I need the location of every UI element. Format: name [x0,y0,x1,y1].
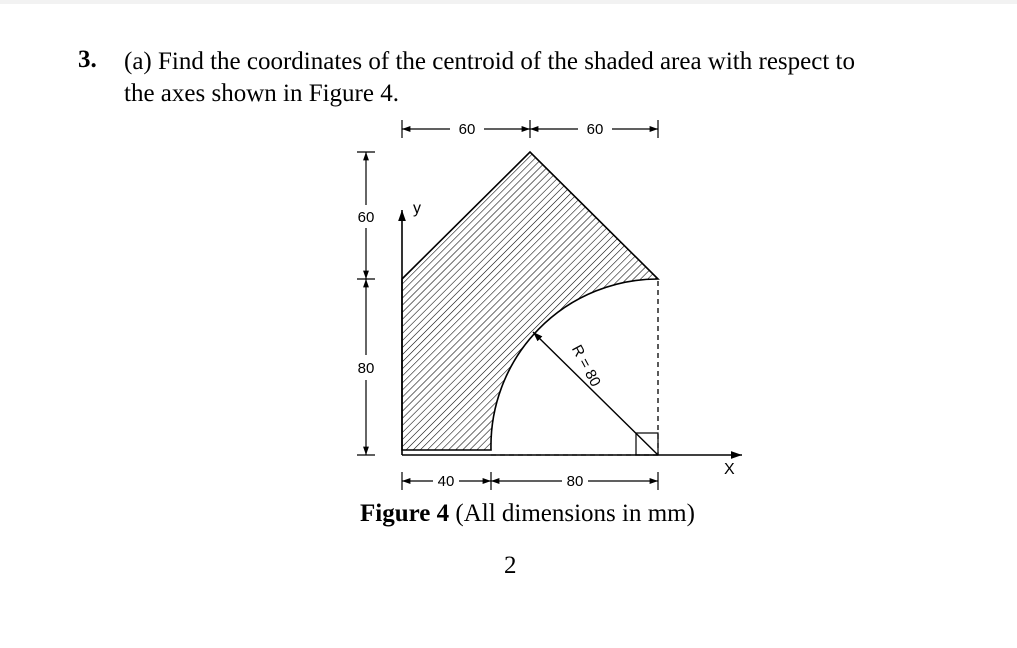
dim-top-left: 60 [458,121,476,138]
dim-top-right: 60 [586,121,604,138]
x-axis-label: X [724,461,735,478]
caption-bold: Figure 4 [360,500,450,527]
dim-bottom-left: 40 [437,473,455,490]
dim-bottom-right: 80 [566,473,584,490]
caption-rest: (All dimensions in mm) [449,500,695,527]
page-number: 2 [504,552,517,579]
dim-left-top: 60 [357,209,375,226]
figure-caption [360,500,695,528]
top-dimension [402,120,658,138]
question-number: 3. [78,46,97,73]
dim-left-bottom: 80 [357,360,375,377]
y-axis-label: y [413,200,421,217]
radius-line [533,332,658,455]
bottom-dimension [402,472,658,490]
question-line-1: (a) Find the coordinates of the centroid of the shaded area with respect to [124,48,855,75]
radius-label: R = 80 [567,342,604,390]
question-line-2: the axes shown in Figure 4. [124,80,399,107]
shaded-area [402,152,658,450]
left-dimension [357,152,375,455]
